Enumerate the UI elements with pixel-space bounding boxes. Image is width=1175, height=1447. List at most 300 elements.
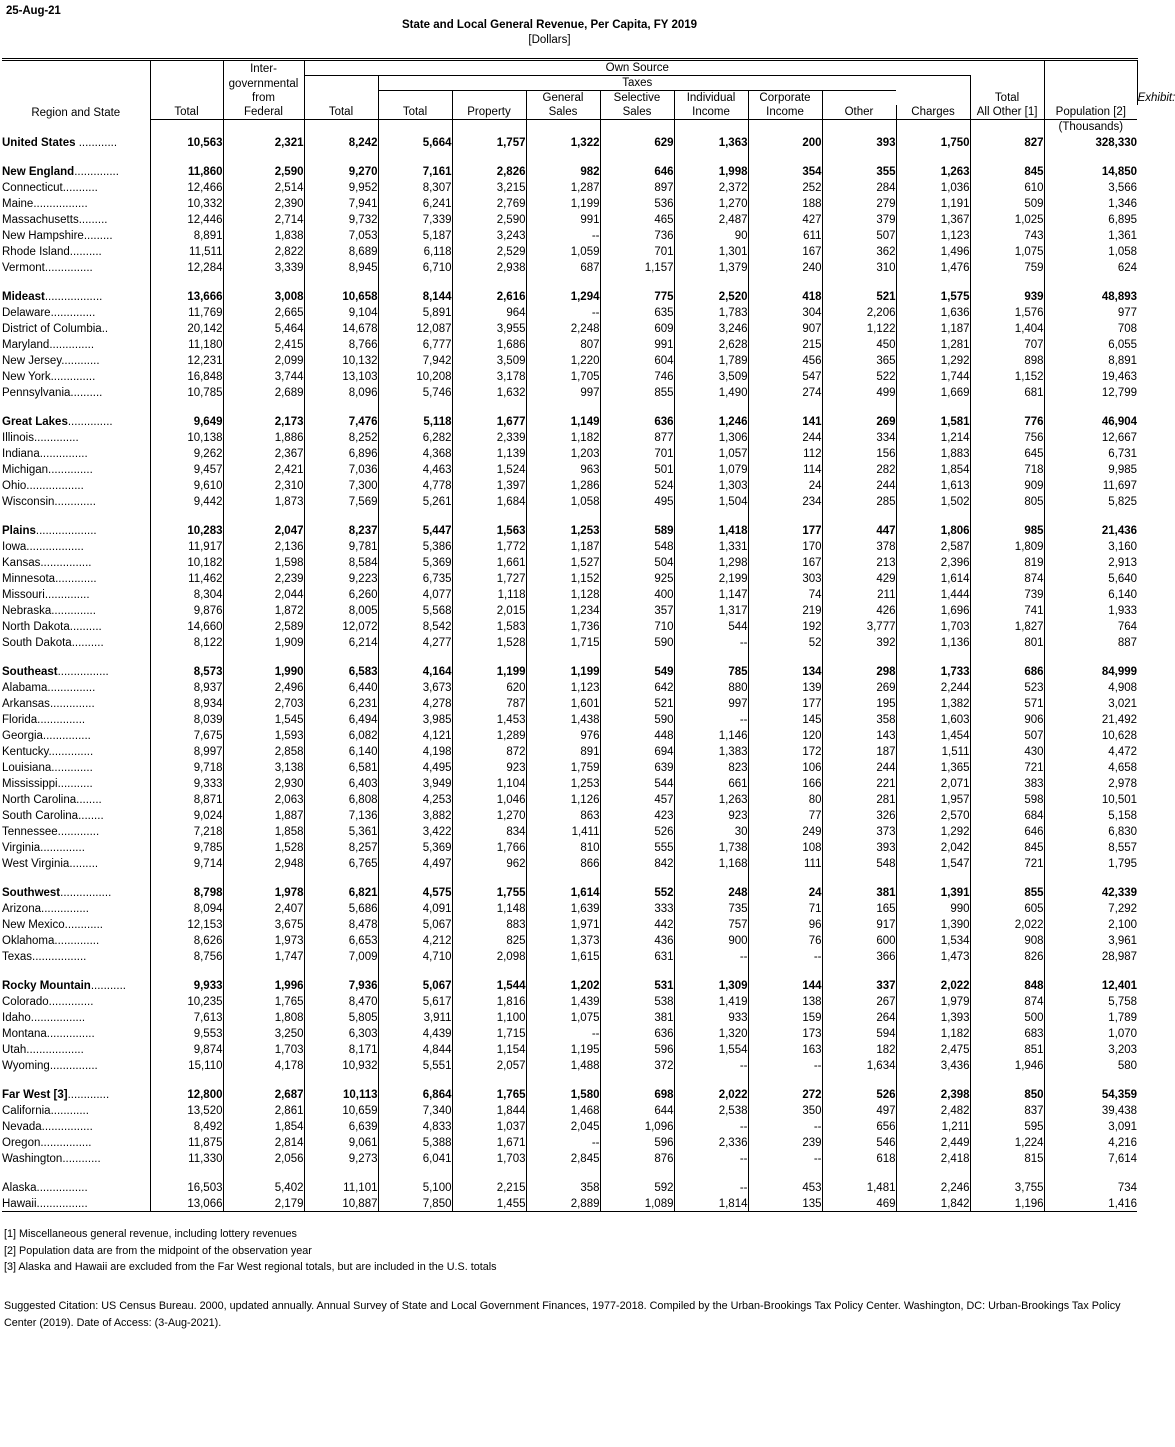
table-cell: 11,180 — [150, 336, 223, 352]
table-cell: 552 — [600, 884, 674, 900]
header-total — [150, 60, 223, 106]
table-cell: 8,934 — [150, 695, 223, 711]
row-label-text: Arizona — [2, 903, 41, 915]
spacer-cell — [822, 509, 896, 522]
row-label-text: Illinois — [2, 432, 34, 444]
table-cell: 887 — [1117, 637, 1138, 649]
table-cell: 1,844 — [452, 1102, 526, 1118]
table-cell: 304 — [748, 304, 822, 320]
leader-dots: .............. — [48, 746, 94, 758]
table-cell: 13,666 — [150, 288, 223, 304]
table-cell: 8,689 — [304, 243, 378, 259]
table-cell: 5,758 — [1108, 996, 1138, 1008]
table-cell: 2,587 — [896, 538, 970, 554]
table-cell: 897 — [600, 179, 674, 195]
table-cell: 21,436 — [1101, 525, 1138, 537]
spacer-cell — [674, 400, 748, 413]
table-cell: 810 — [526, 839, 600, 855]
table-cell: 6,731 — [1108, 448, 1138, 460]
table-cell: 495 — [600, 493, 674, 509]
table-cell: 9,785 — [150, 839, 223, 855]
table-cell: 2,056 — [223, 1150, 304, 1166]
table-cell: 759 — [970, 259, 1044, 275]
table-cell: 139 — [748, 679, 822, 695]
table-cell: 8,891 — [1108, 355, 1138, 367]
row-label-text: Mississippi — [2, 778, 58, 790]
row-label-text: New Jersey — [2, 355, 62, 367]
row-label — [2, 1086, 150, 1102]
spacer-cell — [526, 509, 600, 522]
table-cell: 2,714 — [223, 211, 304, 227]
table-cell: 6,231 — [304, 695, 378, 711]
table-cell: 933 — [674, 1009, 748, 1025]
table-cell: 9,333 — [150, 775, 223, 791]
table-cell: 5,640 — [1108, 573, 1138, 585]
spacer-cell — [600, 871, 674, 884]
table-cell: 373 — [822, 823, 896, 839]
table-cell: 3,509 — [674, 368, 748, 384]
spacer-cell — [822, 150, 896, 163]
table-cell: 1,705 — [526, 368, 600, 384]
leader-dots: .............. — [67, 416, 113, 428]
table-cell: 14,660 — [150, 618, 223, 634]
table-cell: 827 — [970, 134, 1044, 150]
table-cell: 1,671 — [452, 1134, 526, 1150]
table-cell: 114 — [748, 461, 822, 477]
table-cell: 735 — [674, 900, 748, 916]
table-cell: 8,937 — [150, 679, 223, 695]
row-label-text: Pennsylvania — [2, 387, 71, 399]
leader-dots: ........... — [57, 778, 93, 790]
table-cell: 1,298 — [674, 554, 748, 570]
table-cell: 3,882 — [378, 807, 452, 823]
table-cell: 644 — [600, 1102, 674, 1118]
table-row — [2, 1057, 1137, 1073]
table-cell: 239 — [748, 1134, 822, 1150]
table-cell: 499 — [822, 384, 896, 400]
table-cell: 5,158 — [1108, 810, 1138, 822]
table-cell: 3,243 — [452, 227, 526, 243]
table-cell: 698 — [600, 1086, 674, 1102]
table-cell: 450 — [822, 336, 896, 352]
table-cell: 12,153 — [150, 916, 223, 932]
table-cell: 6,864 — [378, 1086, 452, 1102]
table-cell: 4,178 — [223, 1057, 304, 1073]
table-cell: 1,614 — [896, 570, 970, 586]
table-cell: 1,806 — [896, 522, 970, 538]
table-cell: 2,913 — [1108, 557, 1138, 569]
table-cell: 10,563 — [150, 134, 223, 150]
leader-dots: .......... — [69, 246, 102, 258]
row-label-text: Massachusetts — [2, 214, 79, 226]
table-cell: 379 — [822, 211, 896, 227]
table-cell: 7,614 — [1108, 1153, 1138, 1165]
table-cell: 5,805 — [304, 1009, 378, 1025]
table-cell: 1,765 — [452, 1086, 526, 1102]
table-cell: 1,196 — [970, 1195, 1044, 1212]
row-label-text: Missouri — [2, 589, 45, 601]
table-cell: -- — [526, 1134, 600, 1150]
table-cell: 1,738 — [674, 839, 748, 855]
leader-dots: .......... — [70, 387, 103, 399]
table-cell: 9,933 — [150, 977, 223, 993]
row-label — [2, 211, 150, 227]
table-cell: 2,628 — [674, 336, 748, 352]
table-row — [2, 243, 1137, 259]
table-cell: 1,765 — [223, 993, 304, 1009]
table-cell: 837 — [970, 1102, 1044, 1118]
table-cell: 9,718 — [150, 759, 223, 775]
spacer-cell — [304, 150, 378, 163]
row-label — [2, 429, 150, 445]
table-cell: 2,948 — [223, 855, 304, 871]
table-cell: 8,470 — [304, 993, 378, 1009]
table-row — [2, 445, 1137, 461]
leader-dots: ............... — [49, 1060, 98, 1072]
table-cell: 9,273 — [304, 1150, 378, 1166]
table-cell: 2,978 — [1108, 778, 1138, 790]
table-cell: 12,667 — [1101, 432, 1138, 444]
table-row — [2, 1086, 1137, 1102]
table-cell: 30 — [674, 823, 748, 839]
table-cell: 2,321 — [223, 134, 304, 150]
table-cell: 1,978 — [223, 884, 304, 900]
table-cell: 2,239 — [223, 570, 304, 586]
spacer-cell — [896, 400, 970, 413]
table-cell: 908 — [970, 932, 1044, 948]
table-cell: 2,421 — [223, 461, 304, 477]
table-cell: 1,715 — [526, 634, 600, 650]
table-cell: 3,008 — [223, 288, 304, 304]
table-cell: 8,945 — [304, 259, 378, 275]
table-cell: 536 — [600, 195, 674, 211]
spacer-cell — [970, 1073, 1044, 1086]
table-cell: 1,545 — [223, 711, 304, 727]
table-cell: 1,554 — [674, 1041, 748, 1057]
row-label-text: Ohio — [2, 480, 27, 492]
row-label — [2, 1179, 150, 1195]
spacer-cell — [674, 871, 748, 884]
table-cell: 687 — [526, 259, 600, 275]
spacer-cell — [674, 1073, 748, 1086]
table-cell: 8,257 — [304, 839, 378, 855]
table-cell: 686 — [970, 663, 1044, 679]
table-cell: 3,566 — [1108, 182, 1138, 194]
row-label-text: Maine — [2, 198, 34, 210]
table-cell: 111 — [748, 855, 822, 871]
leader-dots: .................. — [26, 541, 84, 553]
header-intergov-l3: from — [223, 91, 304, 106]
table-cell: 2,590 — [452, 211, 526, 227]
table-cell: 298 — [822, 663, 896, 679]
spacer-cell — [748, 1073, 822, 1086]
table-row — [2, 211, 1137, 227]
table-cell: 991 — [526, 211, 600, 227]
table-cell: 1,601 — [526, 695, 600, 711]
table-cell: 2,045 — [526, 1118, 600, 1134]
table-cell: 2,487 — [674, 211, 748, 227]
table-cell: 4,439 — [378, 1025, 452, 1041]
table-cell: 775 — [600, 288, 674, 304]
table-cell: 1,909 — [223, 634, 304, 650]
table-cell: 39,438 — [1101, 1105, 1138, 1117]
table-cell: 249 — [748, 823, 822, 839]
table-cell: 2,215 — [452, 1179, 526, 1195]
table-cell: 10,132 — [304, 352, 378, 368]
table-row — [2, 855, 1137, 871]
table-cell: 624 — [1117, 262, 1138, 274]
spacer-stub — [2, 400, 150, 413]
table-cell: 1,534 — [896, 932, 970, 948]
table-cell: 1,439 — [526, 993, 600, 1009]
table-cell: 521 — [822, 288, 896, 304]
table-cell: -- — [526, 304, 600, 320]
table-cell: -- — [674, 711, 748, 727]
table-cell: 850 — [970, 1086, 1044, 1102]
table-cell: 145 — [748, 711, 822, 727]
row-label — [2, 227, 150, 243]
table-cell: 1,759 — [526, 759, 600, 775]
table-cell: 1,118 — [452, 586, 526, 602]
table-cell: 6,241 — [378, 195, 452, 211]
table-cell: 1,104 — [452, 775, 526, 791]
spacer-cell — [223, 871, 304, 884]
spacer-cell — [674, 650, 748, 663]
table-cell: 656 — [822, 1118, 896, 1134]
table-cell: 907 — [748, 320, 822, 336]
table-cell: 366 — [822, 948, 896, 964]
table-row — [2, 759, 1137, 775]
table-cell: 4,121 — [378, 727, 452, 743]
spacer-cell — [896, 964, 970, 977]
table-cell: 1,263 — [674, 791, 748, 807]
leader-dots: ............ — [61, 355, 100, 367]
table-cell: 2,063 — [223, 791, 304, 807]
leader-dots: ................ — [36, 1182, 88, 1194]
spacer-cell — [674, 509, 748, 522]
table-cell: 2,407 — [223, 900, 304, 916]
table-cell: 1,733 — [896, 663, 970, 679]
table-cell: 497 — [822, 1102, 896, 1118]
header-blank-all-other — [970, 120, 1044, 135]
table-cell: 4,497 — [378, 855, 452, 871]
table-cell: 1,481 — [822, 1179, 896, 1195]
row-label-text: Kentucky — [2, 746, 49, 758]
table-cell: 909 — [970, 477, 1044, 493]
table-cell: 1,301 — [674, 243, 748, 259]
table-cell: 427 — [748, 211, 822, 227]
table-cell: 447 — [822, 522, 896, 538]
table-cell: 8,871 — [150, 791, 223, 807]
table-cell: 1,933 — [1108, 605, 1138, 617]
table-cell: 172 — [748, 743, 822, 759]
table-cell: 1,789 — [1108, 1012, 1138, 1024]
table-cell: 166 — [748, 775, 822, 791]
table-cell: 2,689 — [223, 384, 304, 400]
table-cell: 12,799 — [1101, 387, 1138, 399]
table-cell: 1,147 — [674, 586, 748, 602]
table-cell: 1,528 — [223, 839, 304, 855]
table-cell: 2,136 — [223, 538, 304, 554]
header-other-spacer — [822, 91, 896, 106]
table-cell: 16,503 — [150, 1179, 223, 1195]
table-cell: 3,949 — [378, 775, 452, 791]
table-cell: 6,140 — [304, 743, 378, 759]
table-cell: 964 — [452, 304, 526, 320]
table-cell: 3,961 — [1108, 935, 1138, 947]
table-cell: 1,808 — [223, 1009, 304, 1025]
table-cell: 694 — [600, 743, 674, 759]
leader-dots: .............. — [54, 935, 100, 947]
spacer-cell — [150, 400, 223, 413]
row-label — [2, 711, 150, 727]
table-cell: 1,220 — [526, 352, 600, 368]
table-cell: 785 — [674, 663, 748, 679]
table-cell: 1,136 — [896, 634, 970, 650]
table-cell: 8,492 — [150, 1118, 223, 1134]
table-cell: 1,996 — [223, 977, 304, 993]
table-cell: 12,446 — [150, 211, 223, 227]
table-cell: 244 — [822, 759, 896, 775]
spacer-cell — [748, 1166, 822, 1179]
row-label — [2, 586, 150, 602]
row-label — [2, 1025, 150, 1041]
table-cell: 1,795 — [1108, 858, 1138, 870]
table-cell: 9,553 — [150, 1025, 223, 1041]
row-label-text: South Carolina — [2, 810, 79, 822]
spacer-cell — [1044, 1166, 1137, 1179]
leader-dots: .......... — [71, 637, 104, 649]
table-cell: 1,058 — [1108, 246, 1138, 258]
table-cell: 1,289 — [452, 727, 526, 743]
table-row — [2, 1134, 1137, 1150]
row-label-text: New York — [2, 371, 51, 383]
table-row — [2, 195, 1137, 211]
table-cell: 2,390 — [223, 195, 304, 211]
leader-dots: ............... — [44, 262, 93, 274]
table-cell: 264 — [822, 1009, 896, 1025]
table-cell: 1,528 — [452, 634, 526, 650]
table-cell: 282 — [822, 461, 896, 477]
table-cell: 378 — [822, 538, 896, 554]
table-cell: 787 — [452, 695, 526, 711]
spacer-cell — [970, 1166, 1044, 1179]
spacer-cell — [452, 150, 526, 163]
table-cell: 1,037 — [452, 1118, 526, 1134]
header-all-other-label: All Other [1] — [970, 105, 1044, 120]
table-row — [2, 823, 1137, 839]
spacer-cell — [223, 964, 304, 977]
table-cell: 14,850 — [1101, 166, 1138, 178]
table-cell: 2,336 — [674, 1134, 748, 1150]
table-cell: 1,263 — [896, 163, 970, 179]
table-cell: 2,616 — [452, 288, 526, 304]
spacer-cell — [1044, 650, 1137, 663]
table-cell: 9,457 — [150, 461, 223, 477]
spacer-cell — [150, 150, 223, 163]
table-cell: 8,573 — [150, 663, 223, 679]
table-cell: 1,122 — [822, 320, 896, 336]
table-cell: 990 — [896, 900, 970, 916]
table-cell: 1,152 — [970, 368, 1044, 384]
table-cell: 2,496 — [223, 679, 304, 695]
spacer-cell — [600, 400, 674, 413]
table-cell: 7,340 — [378, 1102, 452, 1118]
table-cell: 1,686 — [452, 336, 526, 352]
table-cell: 2,687 — [223, 1086, 304, 1102]
table-row — [2, 916, 1137, 932]
row-label-text: Wisconsin — [2, 496, 55, 508]
table-cell: 9,104 — [304, 304, 378, 320]
table-cell: 4,253 — [378, 791, 452, 807]
table-cell: 985 — [970, 522, 1044, 538]
table-row — [2, 884, 1137, 900]
table-row — [2, 791, 1137, 807]
table-cell: 8,122 — [150, 634, 223, 650]
leader-dots: .................. — [26, 480, 84, 492]
row-label-text: Great Lakes — [2, 416, 68, 428]
table-cell: 684 — [970, 807, 1044, 823]
table-cell: 4,908 — [1108, 682, 1138, 694]
table-cell: 167 — [748, 554, 822, 570]
table-cell: 1,677 — [452, 413, 526, 429]
table-row — [2, 163, 1137, 179]
leader-dots: .............. — [50, 371, 96, 383]
table-cell: 159 — [748, 1009, 822, 1025]
table-cell: 10,113 — [304, 1086, 378, 1102]
spacer-stub — [2, 650, 150, 663]
table-cell: 3,246 — [674, 320, 748, 336]
table-cell: 20,142 — [150, 320, 223, 336]
table-row — [2, 1179, 1137, 1195]
table-cell: 11,769 — [150, 304, 223, 320]
table-cell: 4,463 — [378, 461, 452, 477]
table-cell: 1,390 — [896, 916, 970, 932]
table-cell: 8,144 — [378, 288, 452, 304]
table-cell: 381 — [822, 884, 896, 900]
table-cell: 1,468 — [526, 1102, 600, 1118]
spacer-cell — [970, 275, 1044, 288]
table-cell: 11,697 — [1102, 480, 1138, 492]
table-cell: 10,235 — [150, 993, 223, 1009]
table-cell: 805 — [970, 493, 1044, 509]
row-label-text: Far West [3] — [2, 1089, 68, 1101]
table-cell: 1,455 — [452, 1195, 526, 1212]
spacer-cell — [150, 509, 223, 522]
table-cell: 187 — [822, 743, 896, 759]
spacer-cell — [150, 650, 223, 663]
table-cell: 3,160 — [1108, 541, 1138, 553]
table-cell: 851 — [970, 1041, 1044, 1057]
table-cell: 8,005 — [304, 602, 378, 618]
leader-dots: ................... — [35, 525, 97, 537]
table-cell: 877 — [600, 429, 674, 445]
table-cell: 355 — [822, 163, 896, 179]
table-cell: 215 — [748, 336, 822, 352]
table-cell: 721 — [970, 855, 1044, 871]
table-cell: 6,260 — [304, 586, 378, 602]
row-label — [2, 384, 150, 400]
table-cell: 1,373 — [526, 932, 600, 948]
table-cell: 1,727 — [452, 570, 526, 586]
table-cell: 1,783 — [674, 304, 748, 320]
table-cell: 24 — [748, 477, 822, 493]
spacer-cell — [970, 650, 1044, 663]
spacer-stub — [2, 1166, 150, 1179]
table-cell: 10,138 — [150, 429, 223, 445]
table-cell: 636 — [600, 413, 674, 429]
row-label — [2, 320, 150, 336]
